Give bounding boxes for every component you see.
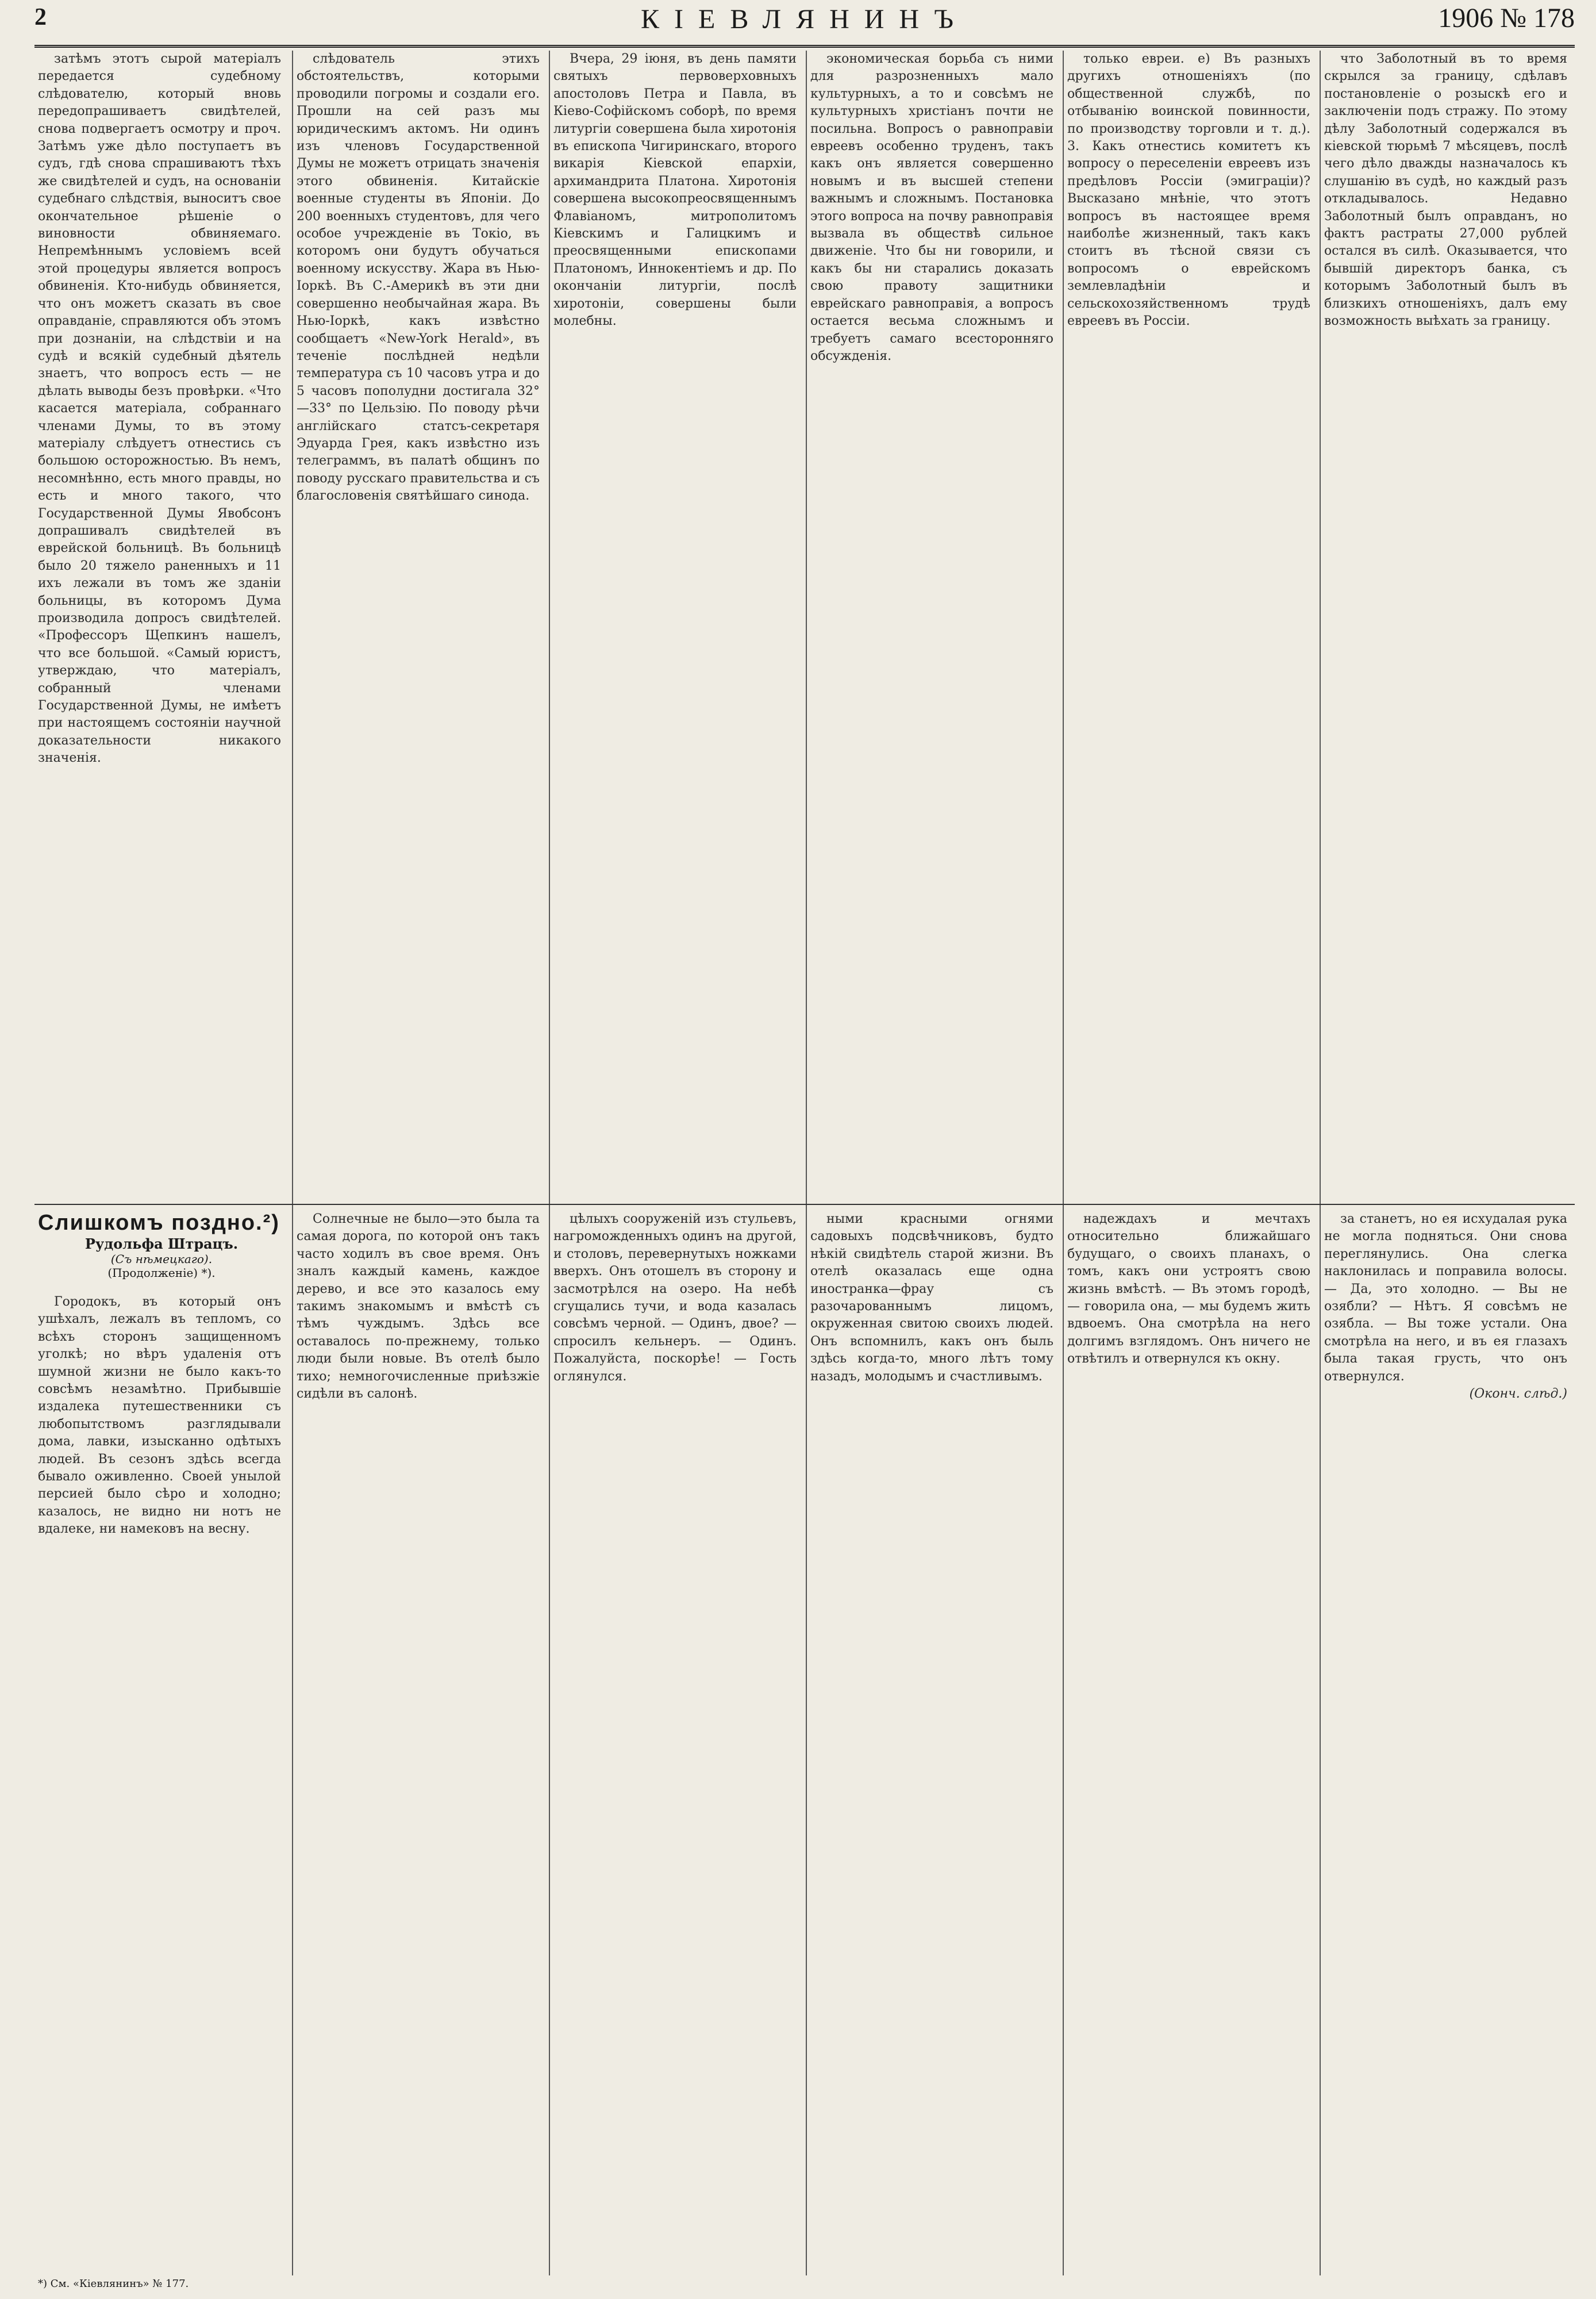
feuilleton-continuation: (Продолженіе) *). [107, 1266, 216, 1280]
column-6 [1324, 51, 1567, 1198]
feuilleton-text: Солнечные не было—это была та самая дорога, по которой онъ такъ часто ходилъ въ свое время. Онъ зналъ каждый камень, каждое дерево, и все это казалось ему такимъ знакомымъ и вмѣстѣ съ тѣмъ чуждымъ. Здѣсь все оставалось по-прежнему, только люди были новые. Въ отелѣ было тихо; немногочисленные приѣзжіе сидѣли въ салонѣ. [297, 1212, 540, 1402]
feuilleton-text: ными красными огнями садовыхъ подсвѣчниковъ, будто нѣкій свидѣтель старой жизни. Въ отелѣ оказалась еще одна иностранка—фрау съ разочарованнымъ лицомъ, окруженная свитою своихъ людей. Онъ вспомнилъ, какъ онъ быль здѣсь когда-то, много лѣтъ тому назадъ, молодымъ и счастливымъ. [810, 1212, 1053, 1384]
column-rule [549, 51, 550, 2275]
feuilleton-column-6 [1324, 1211, 1567, 2274]
column-1 [38, 51, 281, 1198]
feuilleton-column-5 [1067, 1211, 1310, 2274]
feuilleton-text: за станетъ, но ея исхудалая рука не могла подняться. Они снова переглянулись. Она слегка наклонилась и поправила волосы. — Да, это холодно. — Вы не озябли? — Нѣтъ. Я совсѣмъ не озябла. — Вы тоже устали. Она смотрѣла на него, и въ ея глазахъ была такая грусть, что онъ отвернулся. [1324, 1212, 1567, 1384]
feuilleton-text: Городокъ, въ который онъ ушѣхалъ, лежалъ въ тепломъ, со всѣхъ сторонъ защищенномъ уголкѣ; но вѣръ удаленія отъ шумной жизни не было какъ-то совсѣмъ незамѣтно. Прибывшіе издалека путешественники съ любопытствомъ разглядывали дома, лавки, изысканно одѣтыхъ людей. Въ сезонъ здѣсь всегда бывало оживленно. Своей унылой персией было сѣро и холодно; казалось, не видно ни нотъ не вдалеке, ни намековъ на весну. [38, 1295, 281, 1537]
article-text: слѣдователь этихъ обстоятельствъ, которыми проводили погромы и создали его. Прошли на сей разъ мы юридическимъ актомъ. Ни одинъ изъ членовъ Государственной Думы не можетъ отрицать значенія этого обвиненія. Китайскіе военные студенты въ Японіи. До 200 военныхъ студентовъ, для чего особое учрежденіе въ Токіо, въ которомъ они будутъ обучаться военному искусству. Жара въ Нью-Іоркѣ. Въ С.-Америкѣ въ эти дни совершенно необычайная жара. Въ Нью-Іоркѣ, какъ извѣстно сообщаетъ «New-York Herald», въ теченіе послѣдней недѣли температура съ 10 часовъ утра и до 5 часовъ пополудни достигала 32°—33° по Цельзію. По поводу рѣчи англійскаго статсъ-секретаря Эдуарда Грея, какъ извѣстно изъ телеграммъ, въ палатѣ общинъ по поводу русскаго правительства и съ благословенія святѣйшаго синода. [297, 52, 540, 504]
feuilleton-signoff: (Оконч. слѣд.) [1469, 1387, 1567, 1402]
feuilleton-heading [38, 1211, 285, 1280]
column-rule [1063, 51, 1064, 2275]
article-text: затѣмъ этотъ сырой матеріалъ передается судебному слѣдователю, который вновь передопрашиваетъ свидѣтелей, снова подвергаетъ осмотру и проч. Затѣмъ уже дѣло поступаетъ въ судъ, гдѣ снова спрашиваютъ тѣхъ же свидѣтелей и судъ, на основаніи судебнаго слѣдствія, выноситъ свое окончательное рѣшеніе о виновности обвиняемаго. Непремѣннымъ условіемъ всей этой процедуры является вопросъ обвиненія. Кто-нибудь обвиняется, что онъ можетъ сказать въ свое оправданіе, справляются объ этомъ при дознаніи, на слѣдствіи и на судѣ и всякій судебный дѣятель знаетъ, что вопросъ есть — не дѣлать выводы безъ провѣрки. «Что касается матеріала, собраннаго членами Думы, то въ этому матеріалу слѣдуетъ отнестись съ большою осторожностью. Въ немъ, несомнѣнно, есть много правды, но есть и много такого, что Государственной Думы Явобсонъ допрашивалъ свидѣтелей въ еврейской больницѣ. Въ больницѣ было 20 тяжело раненныхъ и 11 ихъ лежали въ томъ же зданіи больницы, въ которомъ Дума производила допросъ свидѣтелей. «Профессоръ Щепкинъ нашелъ, что все большой. «Самый юристъ, утверждаю, что матеріалъ, собранный членами Государственной Думы, не имѣетъ при настоящемъ состояніи научной доказательности никакого значенія. [38, 52, 281, 766]
feuilleton-column-1 [38, 1294, 281, 2271]
page-number: 2 [34, 4, 47, 30]
feuilleton-divider [34, 1204, 1575, 1205]
article-text: только евреи. е) Въ разныхъ другихъ отношеніяхъ (по общественной службѣ, по отбыванію воинской повинности, по производству торговли и т. д.). 3. Какъ отнестись комитетъ къ вопросу о переселеніи евреевъ изъ предѣловъ Россіи (эмиграціи)? Высказано мнѣніе, что этотъ вопросъ въ настоящее время наиболѣе жизненный, такъ какъ стоитъ въ тѣсной связи съ вопросомъ о еврейскомъ землевладѣніи и сельскохозяйственномъ трудѣ евреевъ въ Россіи. [1067, 52, 1310, 329]
masthead [34, 3, 1575, 46]
feuilleton-text: надеждахъ и мечтахъ относительно ближайшаго будущаго, о своихъ планахъ, о томъ, какъ они устроятъ свою жизнь вмѣстѣ. — Въ этомъ городѣ, — говорила она, — мы будемъ жить вдвоемъ. Она смотрѣла на него долгимъ взглядомъ. Онъ ничего не отвѣтилъ и отвернулся къ окну. [1067, 1212, 1310, 1367]
footnote: *) См. «Кіевлянинъ» № 177. [38, 2278, 189, 2290]
feuilleton-text: цѣлыхъ сооруженій изъ стульевъ, нагроможденныхъ одинъ на другой, и столовъ, перевернутыхъ ножками вверхъ. Онъ отошелъ въ сторону и засмотрѣлся на озеро. На небѣ сгущались тучи, и вода казалась совсѣмъ черной. — Одинъ, двое? — спросилъ кельнеръ. — Одинъ. Пожалуйста, поскорѣе! — Гость оглянулся. [553, 1212, 797, 1384]
feuilleton-author: Рудольфа Штрацъ. [84, 1235, 239, 1252]
feuilleton-column-3 [553, 1211, 797, 2274]
article-text: Вчера, 29 іюня, въ день памяти святыхъ первоверховныхъ апостоловъ Петра и Павла, въ Кіево-Софійскомъ соборѣ, по время литургіи совершена была хиротонія въ епископа Чигиринскаго, второго викарія Кіевской епархіи, архимандрита Платона. Хиротонія совершена высокопреосвященнымъ Флавіаномъ, митрополитомъ Кіевскимъ и Галицкимъ и преосвященными епископами Платономъ, Иннокентіемъ и др. По окончаніи литургіи, послѣ хиротоніи, совершены были молебны. [553, 52, 797, 329]
feuilleton-column-2 [297, 1211, 540, 2274]
column-rule [292, 51, 293, 2275]
feuilleton-column-4 [810, 1211, 1053, 2274]
column-2 [297, 51, 540, 1198]
column-rule [1320, 51, 1321, 2275]
issue-number: 1906 № 178 [1438, 3, 1575, 33]
article-text: экономическая борьба съ ними для разрозненныхъ мало культурныхъ, а то и совсѣмъ не культурныхъ христіанъ почти не посильна. Вопросъ о равноправіи евреевъ особенно труденъ, такъ какъ онъ является совершенно новымъ и въ высшей степени важнымъ и сложнымъ. Постановка этого вопроса на почву равноправія вызвала въ обществѣ сильное движеніе. Что бы ни говорили, и какъ бы ни старались доказать свою правоту защитники еврейскаго равноправія, а вопросъ остается весьма сложнымъ и требуетъ самаго всесторонняго обсужденія. [810, 52, 1053, 363]
feuilleton-note-marker: ²) [263, 1211, 280, 1235]
column-5 [1067, 51, 1310, 1198]
feuilleton-title: Слишкомъ поздно. [38, 1211, 263, 1235]
feuilleton-translation-note: (Съ нѣмецкаго). [110, 1252, 213, 1266]
column-4 [810, 51, 1053, 1198]
newspaper-title: КІЕВЛЯНИНЪ [641, 4, 968, 34]
column-3 [553, 51, 797, 1198]
article-text: что Заболотный въ то время скрылся за границу, сдѣлавъ постановленіе о розыскѣ его и заключеніи подъ стражу. По этому дѣлу Заболотный содержался въ кіевской тюрьмѣ 7 мѣсяцевъ, послѣ чего дѣло дважды назначалось къ слушанію въ судѣ, но каждый разъ откладывалось. Недавно Заболотный былъ оправданъ, но фактъ растраты 27,000 рублей остался въ силѣ. Оказывается, что бывшій директоръ банка, съ которымъ Заболотный былъ въ близкихъ отношеніяхъ, далъ ему возможность выѣхать за границу. [1324, 52, 1567, 329]
column-rule [806, 51, 807, 2275]
masthead-rule [34, 45, 1575, 48]
